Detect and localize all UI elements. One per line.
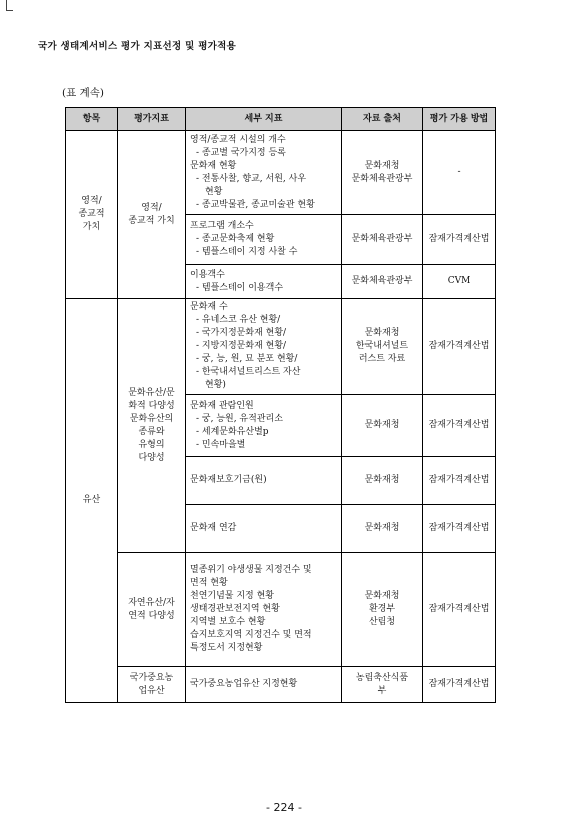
detail-line: 국가중요농업유산 지정현황 [190, 679, 298, 689]
source-line: 농림축산식품 [355, 672, 409, 683]
item-line: 종교적 [78, 209, 105, 219]
indicator-line: 화적 다양성 [128, 400, 175, 411]
source-cell [342, 299, 423, 395]
header-indicator: 평가지표 [118, 108, 186, 131]
method-line: - [457, 167, 461, 177]
method-line: 잠재가격계산법 [428, 420, 490, 430]
detail-cell [186, 457, 342, 505]
detail-line: - 세계문화유산별p [196, 426, 269, 437]
method-cell [423, 131, 496, 215]
source-line: 문화재청 [364, 328, 400, 338]
method-line: 잠재가격계산법 [428, 341, 490, 351]
detail-line: - 종교별 국가지정 등록 [196, 147, 286, 158]
detail-line: 천연기념물 지정 현황 [190, 591, 274, 601]
source-line: 러스트 자료 [358, 354, 406, 364]
indicator-cell [118, 553, 186, 667]
detail-line: - 유네스코 유산 현황/ [196, 315, 281, 325]
detail-line: 프로그램 개소수 [190, 221, 254, 231]
source-cell [342, 667, 423, 703]
method-line: CVM [447, 276, 471, 286]
indicator-line: 업유산 [138, 685, 165, 696]
detail-line: 특정도서 지정현황 [190, 643, 263, 653]
detail-line: 현황 [205, 186, 223, 197]
item-line: 유산 [82, 495, 101, 505]
detail-line: 문화재 현황 [190, 160, 237, 171]
source-line: 환경부 [368, 604, 396, 614]
indicator-cell [118, 667, 186, 703]
detail-line: 면적 현황 [190, 578, 228, 588]
source-line: 문화재청 [364, 420, 400, 430]
indicator-line: 연적 다양성 [128, 610, 175, 621]
method-cell [423, 667, 496, 703]
source-cell [342, 131, 423, 215]
source-line: 문화체육관광부 [351, 234, 413, 244]
source-line: 문화체육관광부 [351, 173, 413, 184]
indicator-line: 국가중요농 [129, 672, 174, 683]
source-line: 문화재청 [364, 475, 400, 485]
detail-line: - 템플스테이 지정 사찰 수 [196, 247, 298, 257]
source-line: 부 [377, 685, 387, 696]
indicator-line: 문화유산의 [129, 413, 174, 424]
method-line: 잠재가격계산법 [428, 523, 490, 533]
detail-line: - 종교박물관, 종교미술관 현황 [196, 199, 315, 210]
source-cell [342, 505, 423, 553]
detail-cell [186, 395, 342, 457]
source-cell [342, 215, 423, 265]
header-detail: 세부 지표 [186, 108, 342, 131]
method-cell [423, 457, 496, 505]
table-row [66, 299, 496, 395]
method-cell [423, 553, 496, 667]
source-cell [342, 553, 423, 667]
method-cell [423, 215, 496, 265]
item-cell [66, 299, 118, 703]
source-line: 문화체육관광부 [351, 276, 413, 286]
table-continued-caption: (표 계속) [62, 87, 104, 99]
indicator-table [65, 107, 496, 703]
detail-line: 습지보호지역 지정건수 및 면적 [190, 630, 312, 640]
source-line: 문화재청 [364, 160, 400, 171]
source-cell [342, 395, 423, 457]
source-line: 문화재청 [364, 523, 400, 533]
detail-line: 현황) [205, 380, 226, 390]
detail-line: 영적/종교적 시설의 개수 [190, 134, 286, 145]
detail-line: - 종교문화축제 현황 [196, 234, 275, 244]
table-row [66, 667, 496, 703]
source-cell [342, 457, 423, 505]
page-number: - 224 - [266, 801, 302, 814]
detail-line: - 전통사찰, 향교, 서원, 사우 [196, 173, 307, 184]
detail-cell [186, 131, 342, 215]
item-cell [66, 131, 118, 299]
detail-line: 이용객수 [190, 269, 225, 280]
method-cell [423, 299, 496, 395]
detail-line: - 한국내셔널트리스트 자산 [196, 367, 301, 377]
method-cell [423, 395, 496, 457]
detail-line: - 국가지정문화재 현황/ [196, 328, 287, 338]
detail-cell [186, 505, 342, 553]
table-body [66, 131, 496, 703]
detail-cell [186, 553, 342, 667]
method-line: 잠재가격계산법 [428, 475, 490, 485]
method-line: 잠재가격계산법 [428, 234, 490, 244]
crop-mark [6, 0, 13, 11]
indicator-cell [118, 299, 186, 553]
item-line: 가치 [82, 222, 101, 232]
detail-line: - 궁, 능, 원, 묘 분포 현황/ [196, 354, 298, 364]
indicator-line: 문화유산/문 [128, 387, 175, 398]
indicator-line: 종류와 [138, 426, 165, 437]
header-item: 항목 [66, 108, 118, 131]
source-cell [342, 265, 423, 299]
item-line: 영적/ [81, 196, 102, 206]
detail-line: 문화재 수 [190, 302, 228, 312]
running-header: 국가 생태계서비스 평가 지표선정 및 평가적용 [38, 41, 237, 52]
detail-cell [186, 299, 342, 395]
indicator-line: 유형의 [138, 439, 165, 450]
detail-line: - 지방지정문화재 현황/ [196, 341, 287, 351]
table-row [66, 553, 496, 667]
table-header-row [66, 108, 496, 131]
detail-line: 지역별 보호수 현황 [190, 617, 266, 627]
detail-cell [186, 215, 342, 265]
detail-line: 생태경관보전지역 현황 [190, 604, 280, 614]
source-line: 문화재청 [364, 591, 400, 601]
detail-line: - 궁, 능원, 유적관리소 [196, 413, 283, 424]
method-line: 잠재가격계산법 [428, 604, 490, 614]
indicator-cell [118, 131, 186, 299]
header-source: 자료 출처 [342, 108, 423, 131]
detail-cell [186, 265, 342, 299]
indicator-line: 다양성 [138, 452, 165, 463]
method-cell [423, 505, 496, 553]
table-row [66, 131, 496, 215]
detail-line: 문화재 연감 [190, 523, 237, 533]
detail-line: - 민속마을별 [196, 439, 246, 450]
indicator-line: 자연유산/자 [128, 597, 175, 608]
method-cell [423, 265, 496, 299]
header-method: 평가 가용 방법 [423, 108, 496, 131]
source-line: 한국내셔널트 [355, 341, 409, 351]
detail-line: 문화재보호기금(원) [190, 475, 267, 485]
detail-line: 멸종위기 야생생물 지정건수 및 [190, 565, 312, 575]
detail-line: 문화재 관람인원 [190, 400, 254, 411]
indicator-line: 영적/ [141, 202, 162, 213]
detail-cell [186, 667, 342, 703]
method-line: 잠재가격계산법 [428, 679, 490, 689]
source-line: 산림청 [368, 617, 396, 627]
detail-line: - 템플스테이 이용객수 [196, 282, 284, 293]
indicator-line: 종교적 가치 [128, 215, 175, 226]
